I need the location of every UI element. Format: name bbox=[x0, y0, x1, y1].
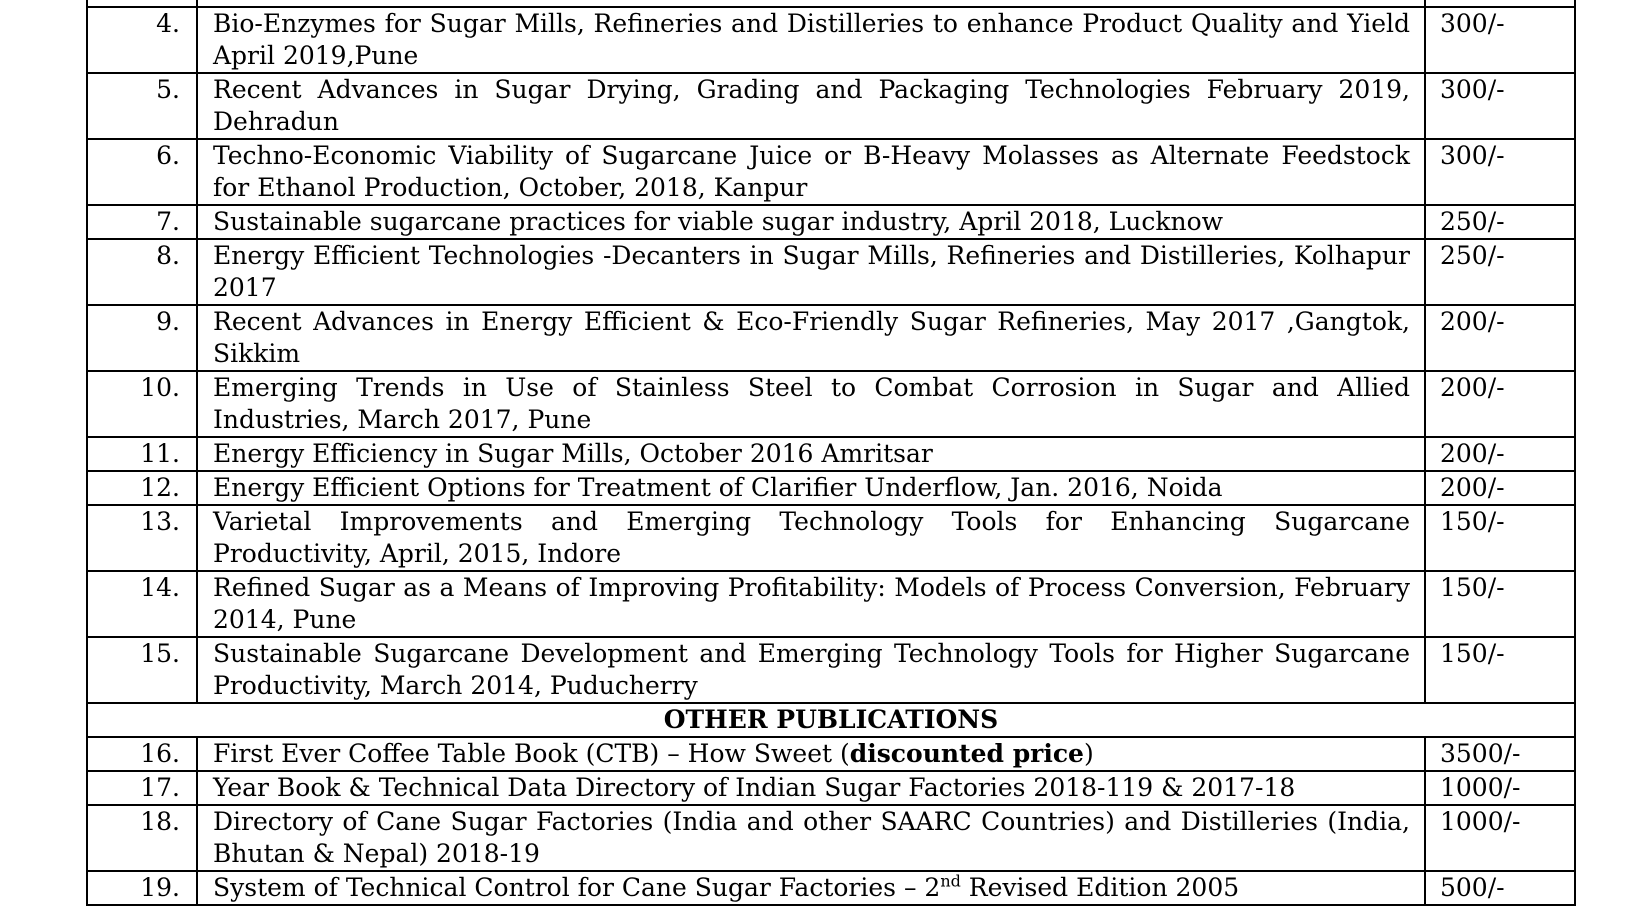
row-number: 5. bbox=[87, 73, 197, 139]
table-row bbox=[87, 7, 1575, 73]
table-row bbox=[87, 139, 1575, 205]
price: 300/- bbox=[1425, 7, 1575, 73]
publication-title: Energy Efficient Technologies -Decanters in Sugar Mills, Refineries and Distilleries, Kolhapur 2017 bbox=[197, 239, 1425, 305]
publication-title: Sustainable Sugarcane Development and Emerging Technology Tools for Higher Sugarcane Productivity, March 2014, Puducherry bbox=[197, 637, 1425, 703]
row-number: 4. bbox=[87, 7, 197, 73]
row-number: 12. bbox=[87, 471, 197, 505]
publication-title: Directory of Cane Sugar Factories (India and other SAARC Countries) and Distilleries (India, Bhutan & Nepal) 2018-19 bbox=[197, 805, 1425, 871]
price: 1000/- bbox=[1425, 805, 1575, 871]
section-heading: OTHER PUBLICATIONS bbox=[87, 703, 1575, 737]
table-row bbox=[87, 73, 1575, 139]
publication-title: Energy Efficient Options for Treatment of Clarifier Underflow, Jan. 2016, Noida bbox=[197, 471, 1425, 505]
row-number: 17. bbox=[87, 771, 197, 805]
row-number: 15. bbox=[87, 637, 197, 703]
publication-title: Year Book & Technical Data Directory of Indian Sugar Factories 2018-119 & 2017-18 bbox=[197, 771, 1425, 805]
publication-title bbox=[197, 737, 1425, 771]
section-heading-row bbox=[87, 703, 1575, 737]
publication-title: Sustainable sugarcane practices for viable sugar industry, April 2018, Lucknow bbox=[197, 205, 1425, 239]
price: 250/- bbox=[1425, 205, 1575, 239]
price: 200/- bbox=[1425, 371, 1575, 437]
price: 150/- bbox=[1425, 637, 1575, 703]
publication-title: Recent Advances in Energy Efficient & Eco-Friendly Sugar Refineries, May 2017 ,Gangtok, Sikkim bbox=[197, 305, 1425, 371]
row-number: 16. bbox=[87, 737, 197, 771]
table-row bbox=[87, 205, 1575, 239]
price: 200/- bbox=[1425, 471, 1575, 505]
title-text: ) bbox=[1083, 739, 1094, 768]
title-superscript: nd bbox=[940, 871, 961, 891]
title-emphasis: discounted price bbox=[849, 739, 1084, 768]
table-row bbox=[87, 437, 1575, 471]
price: 150/- bbox=[1425, 505, 1575, 571]
table-row bbox=[87, 305, 1575, 371]
price: 250/- bbox=[1425, 239, 1575, 305]
row-number: 9. bbox=[87, 305, 197, 371]
publication-title: Bio-Enzymes for Sugar Mills, Refineries and Distilleries to enhance Product Quality and Yield April 2019,Pune bbox=[197, 7, 1425, 73]
row-number: 10. bbox=[87, 371, 197, 437]
title-text: Revised Edition 2005 bbox=[960, 873, 1240, 902]
price: 300/- bbox=[1425, 139, 1575, 205]
table-row bbox=[87, 737, 1575, 771]
row-number: 19. bbox=[87, 871, 197, 905]
table-row bbox=[87, 371, 1575, 437]
publication-title: Refined Sugar as a Means of Improving Profitability: Models of Process Conversion, February 2014, Pune bbox=[197, 571, 1425, 637]
price: 300/- bbox=[1425, 73, 1575, 139]
publication-title: Techno-Economic Viability of Sugarcane Juice or B-Heavy Molasses as Alternate Feedstock for Ethanol Production, October, 2018, Kanpur bbox=[197, 139, 1425, 205]
publication-title: Energy Efficiency in Sugar Mills, October 2016 Amritsar bbox=[197, 437, 1425, 471]
table-row bbox=[87, 771, 1575, 805]
price: 1000/- bbox=[1425, 771, 1575, 805]
title-text: First Ever Coffee Table Book (CTB) – How Sweet ( bbox=[213, 739, 850, 768]
title-text: System of Technical Control for Cane Sugar Factories – 2 bbox=[213, 873, 941, 902]
table-row bbox=[87, 805, 1575, 871]
table-row-partial bbox=[87, 0, 1575, 7]
price: 200/- bbox=[1425, 305, 1575, 371]
price: 3500/- bbox=[1425, 737, 1575, 771]
row-number: 18. bbox=[87, 805, 197, 871]
row-number: 14. bbox=[87, 571, 197, 637]
publications-table bbox=[86, 0, 1576, 906]
table-row bbox=[87, 871, 1575, 905]
price: 200/- bbox=[1425, 437, 1575, 471]
row-number: 6. bbox=[87, 139, 197, 205]
row-number: 13. bbox=[87, 505, 197, 571]
publication-title bbox=[197, 871, 1425, 905]
table-row bbox=[87, 471, 1575, 505]
price: 150/- bbox=[1425, 571, 1575, 637]
table-row bbox=[87, 239, 1575, 305]
price: 500/- bbox=[1425, 871, 1575, 905]
row-number: 8. bbox=[87, 239, 197, 305]
row-number: 11. bbox=[87, 437, 197, 471]
row-number: 7. bbox=[87, 205, 197, 239]
publication-title: Varietal Improvements and Emerging Technology Tools for Enhancing Sugarcane Productivity, April, 2015, Indore bbox=[197, 505, 1425, 571]
publication-title: Emerging Trends in Use of Stainless Steel to Combat Corrosion in Sugar and Allied Industries, March 2017, Pune bbox=[197, 371, 1425, 437]
publication-title: Recent Advances in Sugar Drying, Grading and Packaging Technologies February 2019, Dehradun bbox=[197, 73, 1425, 139]
table-row bbox=[87, 571, 1575, 637]
table-row bbox=[87, 505, 1575, 571]
table-row bbox=[87, 637, 1575, 703]
